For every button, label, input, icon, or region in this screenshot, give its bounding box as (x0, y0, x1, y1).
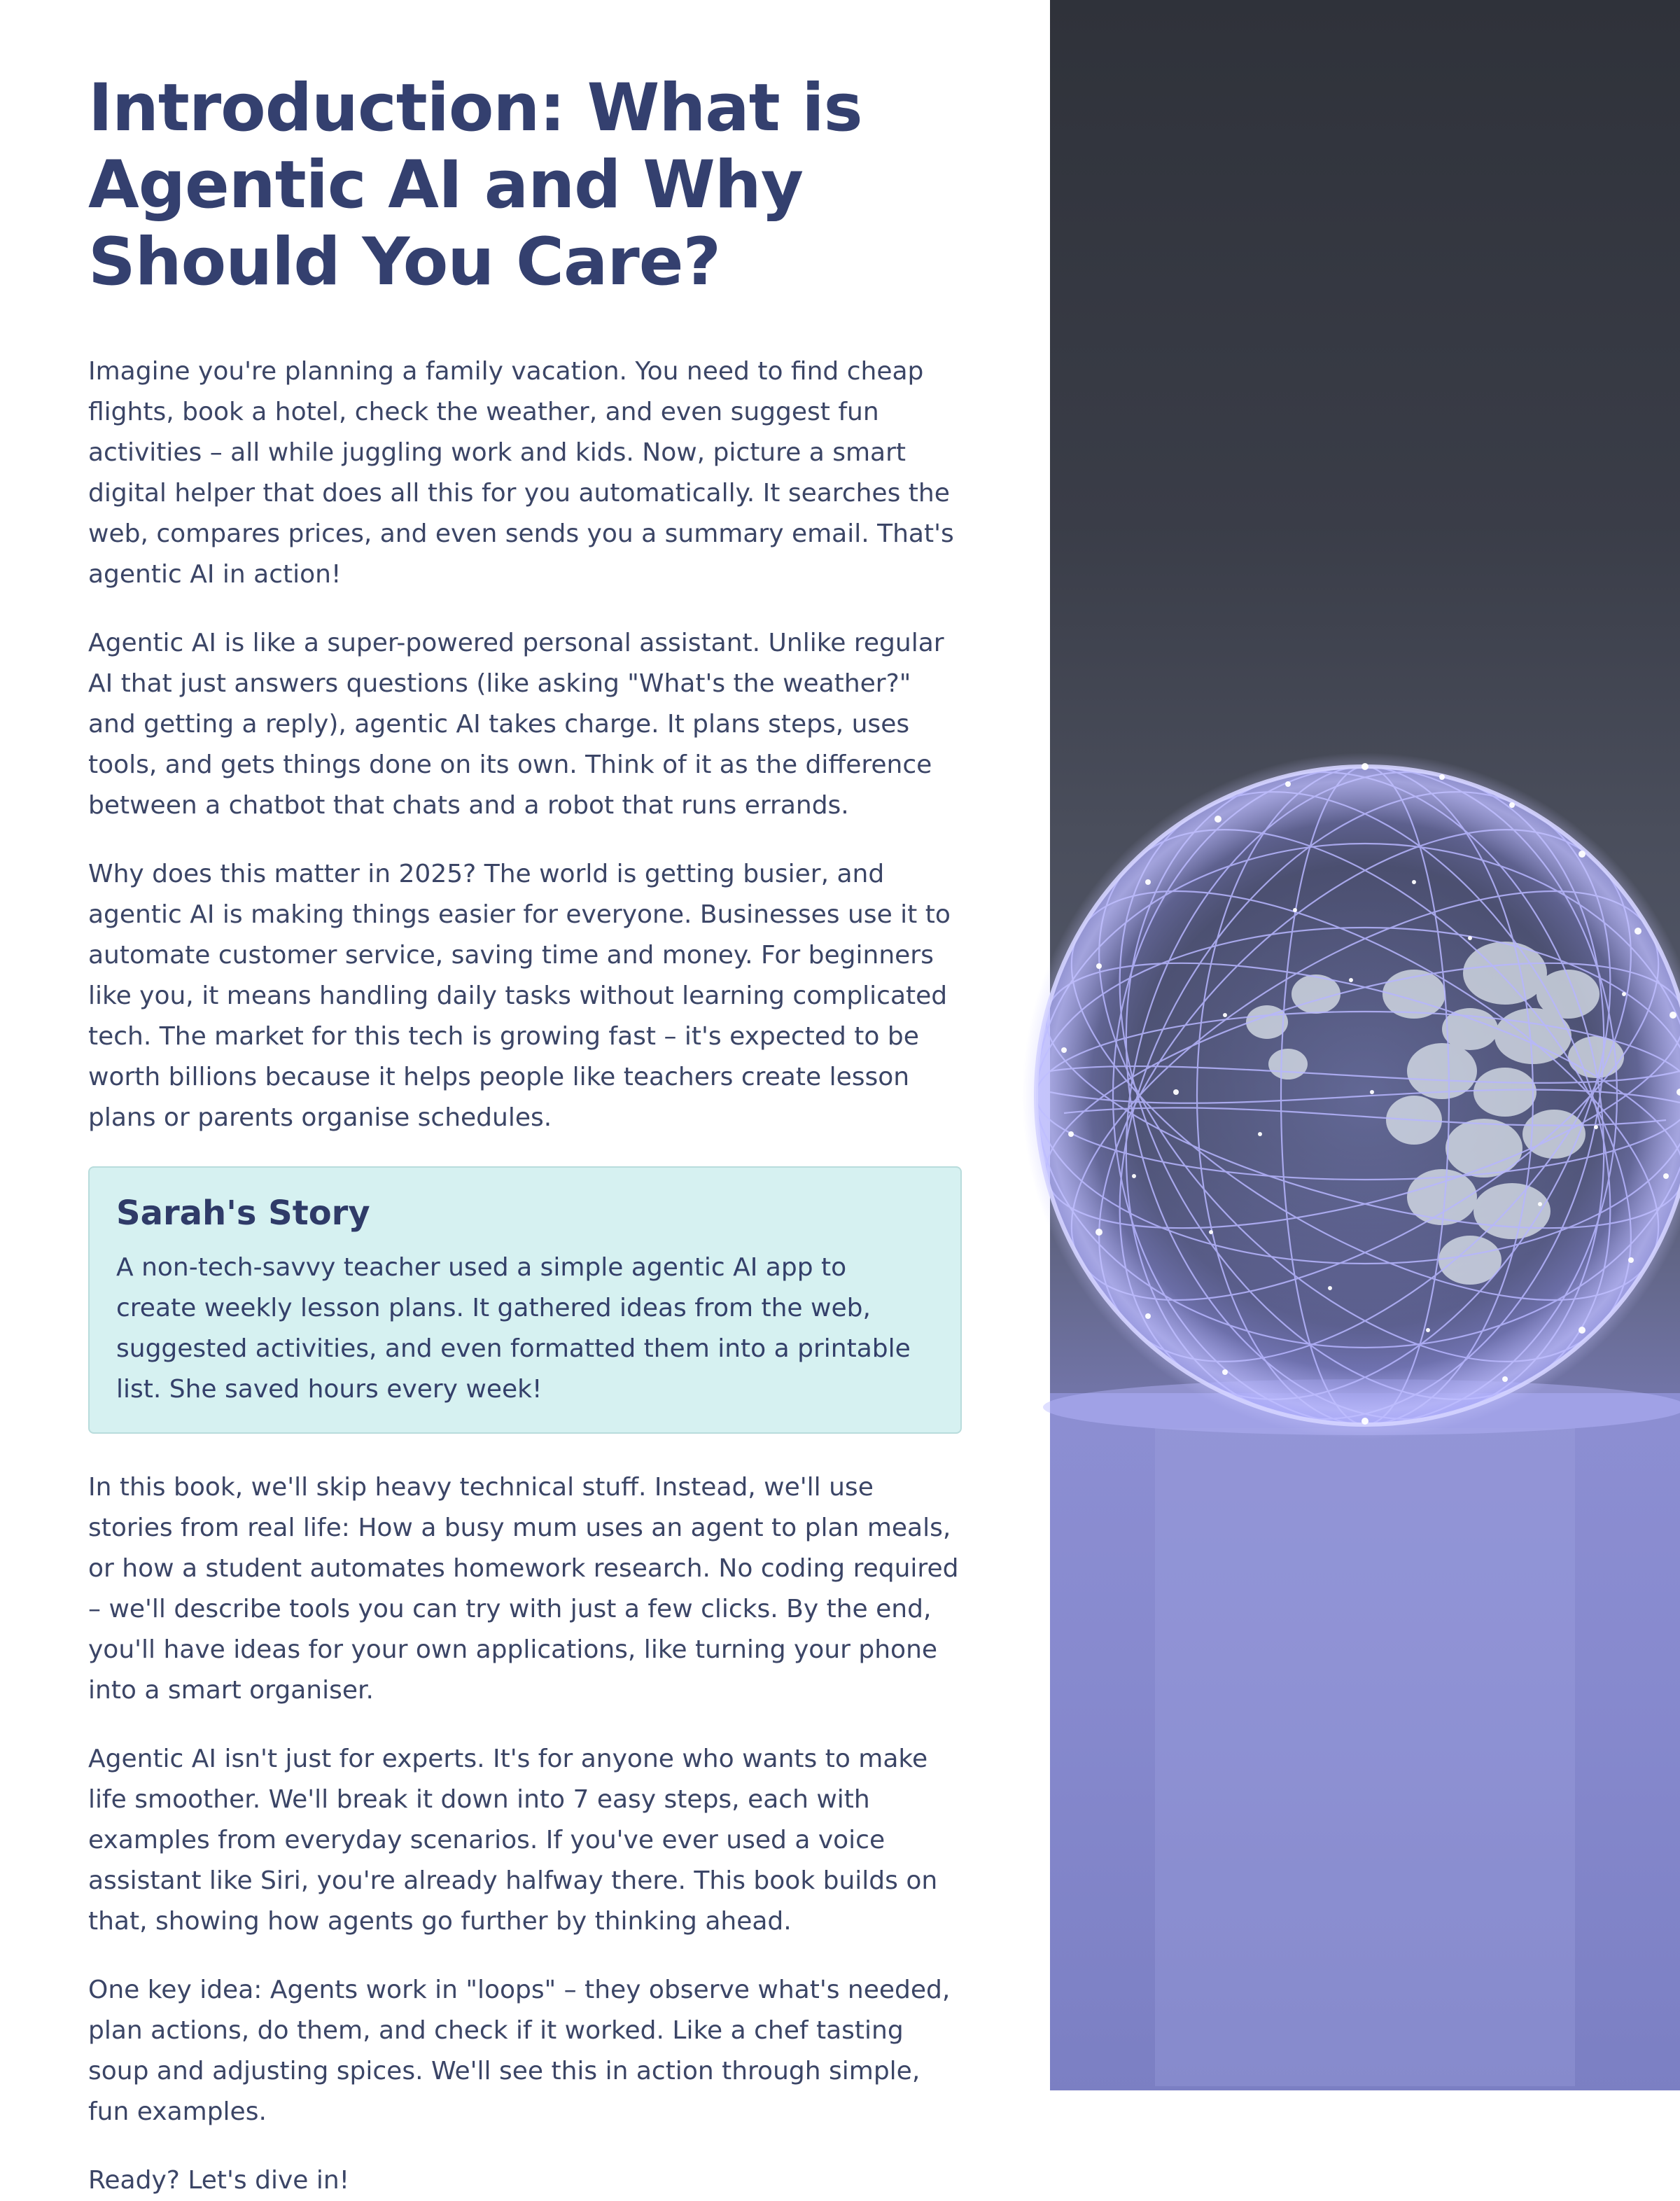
body-paragraph: In this book, we'll skip heavy technical stuff. Instead, we'll use stories from real life: How a busy mum uses an agent to plan meals, or how a student automates homework research. No coding required – we'll describe tools you can try with just a few clicks. By the end, you'll have ideas for your own applications, like turning your phone into a smart organiser. (88, 1473, 959, 1705)
story-callout-box (88, 1166, 962, 1434)
glowing-network-globe-icon (1050, 0, 1680, 2090)
callout-text: A non-tech-savvy teacher used a simple agentic AI app to create weekly lesson plans. It gathered ideas from the web, suggested activities, and even formatted them into a printable list. She saved hours every week! (116, 1253, 911, 1404)
body-paragraph: Imagine you're planning a family vacation. You need to find cheap flights, book a hotel, check the weather, and even suggest fun activities – all while juggling work and kids. Now, picture a smart digital helper that does all this for you automatically. It searches the web, compares prices, and even sends you a summary email. That's agentic AI in action! (88, 357, 954, 589)
body-paragraph: Ready? Let's dive in! (88, 2166, 350, 2195)
body-paragraph: Agentic AI is like a super-powered personal assistant. Unlike regular AI that just answers questions (like asking "What's the weather?" and getting a reply), agentic AI takes charge. It plans steps, uses tools, and gets things done on its own. Think of it as the difference between a chatbot that chats and a robot that runs errands. (88, 629, 944, 820)
callout-title: Sarah's Story (116, 1194, 370, 1233)
page-title: Introduction: What is Agentic AI and Why Should You Care? (88, 70, 862, 300)
body-paragraph: One key idea: Agents work in "loops" – they observe what's needed, plan actions, do them, and check if it worked. Like a chef tasting soup and adjusting spices. We'll see this in action through simple, fun examples. (88, 1976, 951, 2126)
illustration-panel (1050, 0, 1680, 2090)
body-paragraph: Why does this matter in 2025? The world is getting busier, and agentic AI is making things easier for everyone. Businesses use it to automate customer service, saving time and money. For beginners like you, it means handling daily tasks without learning complicated tech. The market for this tech is growing fast – it's expected to be worth billions because it helps people like teachers create lesson plans or parents organise schedules. (88, 860, 951, 1132)
body-paragraph: Agentic AI isn't just for experts. It's for anyone who wants to make life smoother. We'll break it down into 7 easy steps, each with examples from everyday scenarios. If you've ever used a voice assistant like Siri, you're already halfway there. This book builds on that, showing how agents go further by thinking ahead. (88, 1745, 938, 1936)
